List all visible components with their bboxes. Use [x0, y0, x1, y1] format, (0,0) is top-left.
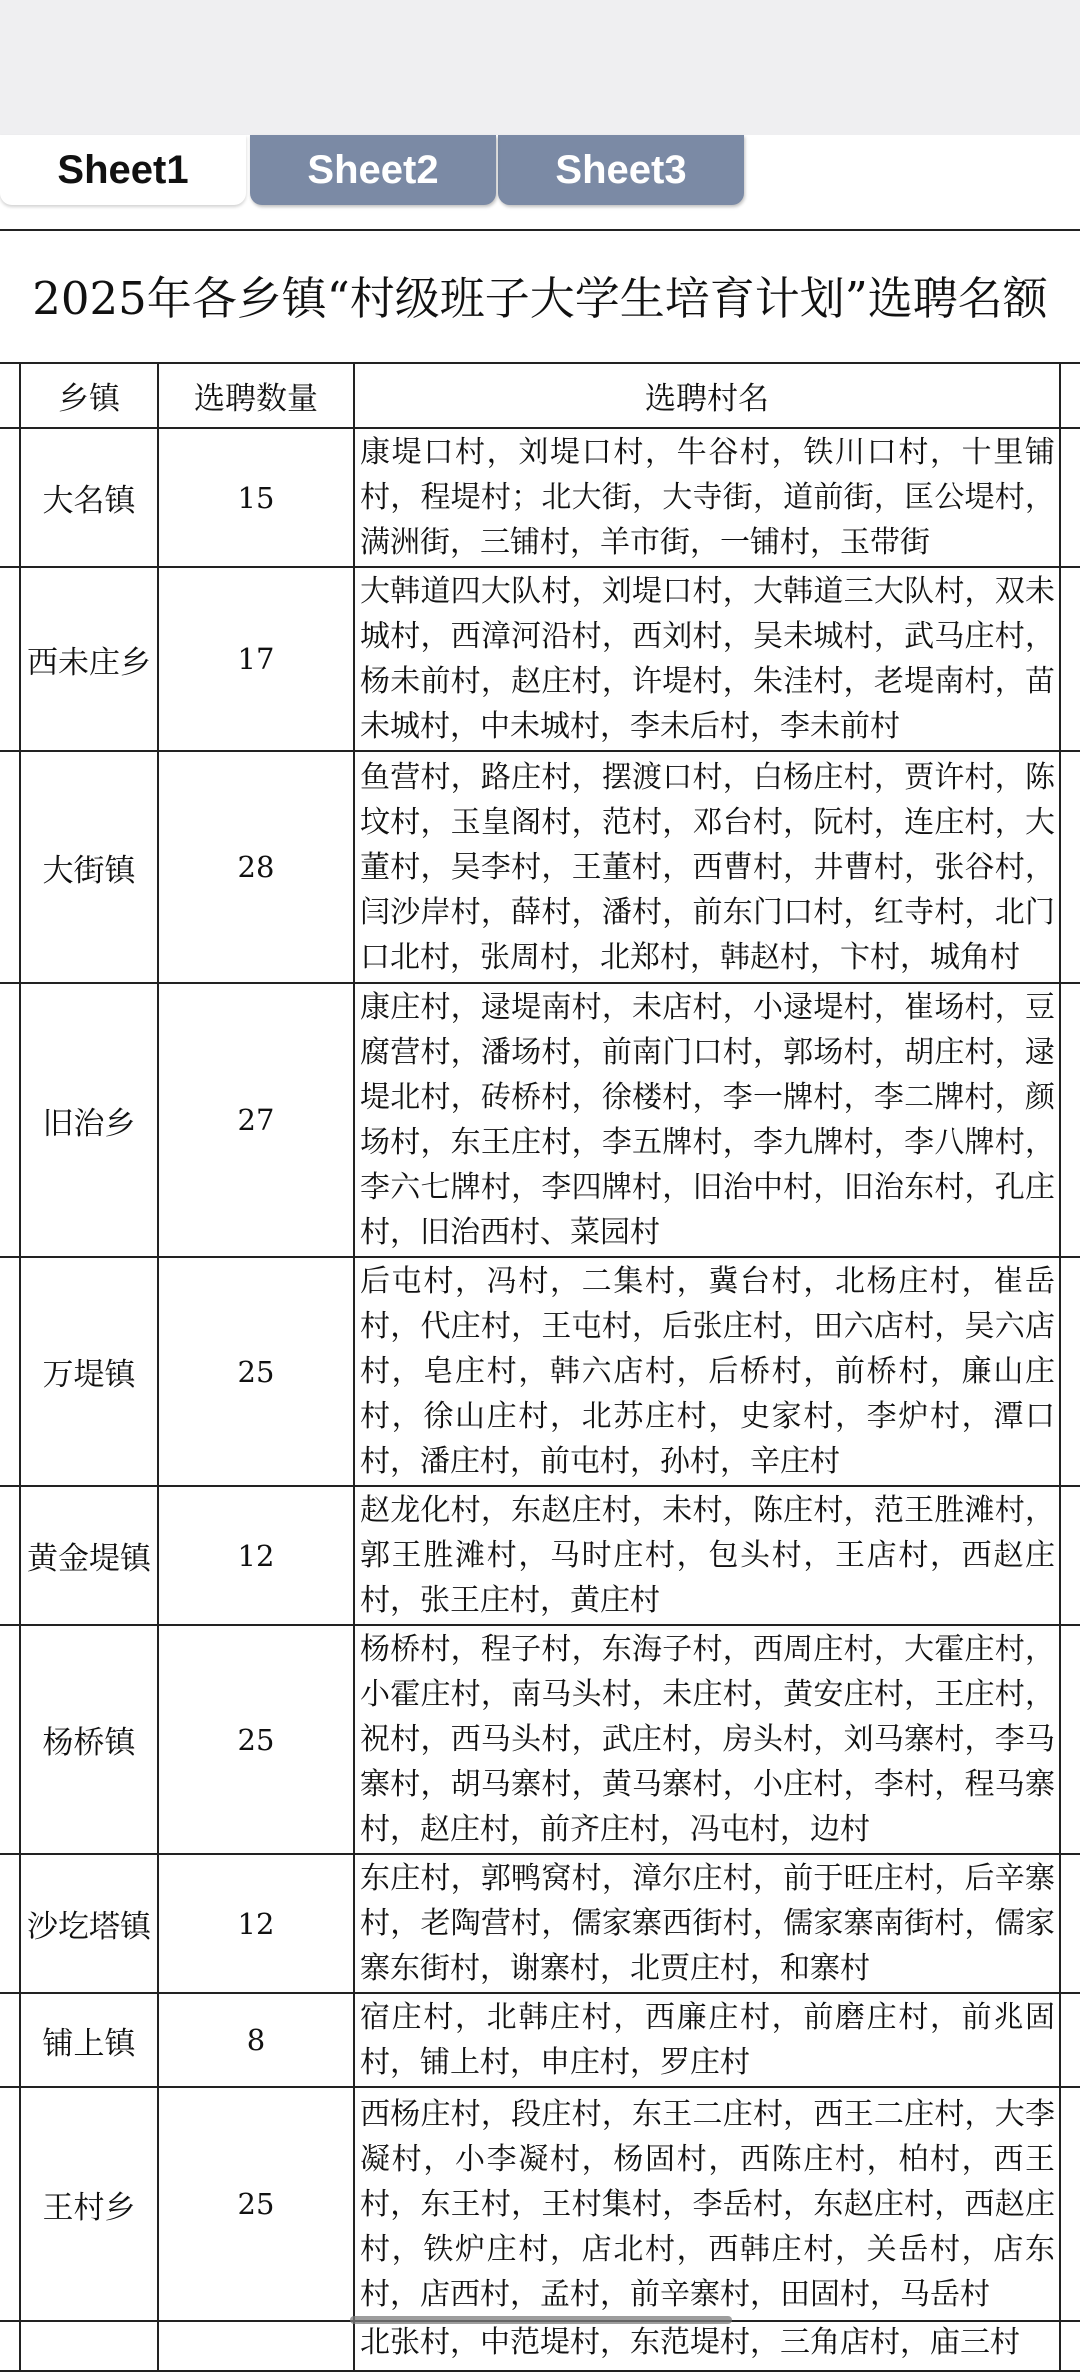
header-count: 选聘数量: [158, 363, 354, 428]
table-row: [0, 2087, 1080, 2321]
town-cell[interactable]: 沙圪塔镇: [20, 1854, 158, 1993]
town-cell[interactable]: 大名镇: [20, 428, 158, 567]
edge-cell: [0, 751, 20, 983]
tab-sheet1[interactable]: Sheet1: [0, 135, 246, 205]
table-row: [0, 2321, 1080, 2371]
edge-cell: [0, 1854, 20, 1993]
town-cell[interactable]: [20, 2321, 158, 2371]
header-villages: 选聘村名: [354, 363, 1060, 428]
town-cell[interactable]: 王村乡: [20, 2087, 158, 2321]
edge-cell: [1060, 2321, 1080, 2371]
edge-cell: [0, 2321, 20, 2371]
edge-cell: [0, 2087, 20, 2321]
edge-cell: [0, 567, 20, 751]
villages-cell[interactable]: 康庄村，逯堤南村，未店村，小逯堤村，崔场村，豆腐营村，潘场村，前南门口村，郭场村，胡庄村，逯堤北村，砖桥村，徐楼村，李一牌村，李二牌村，颜场村，东王庄村，李五牌村，李九牌村，李八牌村，李六七牌村，李四牌村，旧治中村，旧治东村，孔庄村，旧治西村、菜园村: [354, 983, 1060, 1257]
edge-cell: [1060, 751, 1080, 983]
town-cell[interactable]: 杨桥镇: [20, 1625, 158, 1854]
edge-cell: [1060, 1854, 1080, 1993]
table-header-row: [0, 363, 1080, 428]
count-cell[interactable]: 12: [158, 1486, 354, 1625]
town-cell[interactable]: 铺上镇: [20, 1993, 158, 2087]
horizontal-scroll-handle[interactable]: [350, 2316, 732, 2324]
header-town: 乡镇: [20, 363, 158, 428]
count-cell[interactable]: 25: [158, 1257, 354, 1486]
table-row: [0, 1257, 1080, 1486]
town-cell[interactable]: 大街镇: [20, 751, 158, 983]
document-title: 2025年各乡镇“村级班子大学生培育计划”选聘名额: [32, 272, 1048, 325]
edge-cell: [1060, 1257, 1080, 1486]
table-row: [0, 1854, 1080, 1993]
count-cell[interactable]: 15: [158, 428, 354, 567]
table-row: [0, 983, 1080, 1257]
edge-cell: [1060, 1625, 1080, 1854]
table-row: [0, 1625, 1080, 1854]
villages-cell[interactable]: 大韩道四大队村，刘堤口村，大韩道三大队村，双未城村，西漳河沿村，西刘村，吴未城村，武马庄村，杨未前村，赵庄村，许堤村，朱洼村，老堤南村，苗未城村，中未城村，李未后村，李未前村: [354, 567, 1060, 751]
villages-cell[interactable]: 康堤口村，刘堤口村，牛谷村，铁川口村，十里铺村，程堤村；北大街，大寺街，道前街，匡公堤村，满洲街，三铺村，羊市街，一铺村，玉带街: [354, 428, 1060, 567]
table-row: [0, 1993, 1080, 2087]
tab-sheet3[interactable]: Sheet3: [498, 135, 744, 205]
edge-cell: [1060, 1486, 1080, 1625]
edge-cell: [1060, 1993, 1080, 2087]
villages-cell[interactable]: 后屯村，冯村，二集村，冀台村，北杨庄村，崔岳村，代庄村，王屯村，后张庄村，田六店村，吴六店村，皂庄村，韩六店村，后桥村，前桥村，廉山庄村，徐山庄村，北苏庄村，史家村，李炉村，潭口村，潘庄村，前屯村，孙村，辛庄村: [354, 1257, 1060, 1486]
villages-cell[interactable]: 北张村，中范堤村，东范堤村，三角店村，庙三村: [354, 2321, 1060, 2371]
count-cell[interactable]: 25: [158, 2087, 354, 2321]
table-row: [0, 567, 1080, 751]
count-cell[interactable]: 17: [158, 567, 354, 751]
edge-cell: [0, 428, 20, 567]
town-cell[interactable]: 黄金堤镇: [20, 1486, 158, 1625]
edge-cell: [1060, 567, 1080, 751]
count-cell[interactable]: 12: [158, 1854, 354, 1993]
tab-sheet2[interactable]: Sheet2: [250, 135, 496, 205]
villages-cell[interactable]: 赵龙化村，东赵庄村，未村，陈庄村，范王胜滩村，郭王胜滩村，马时庄村，包头村，王店村，西赵庄村，张王庄村，黄庄村: [354, 1486, 1060, 1625]
edge-cell: [0, 983, 20, 1257]
villages-cell[interactable]: 杨桥村，程子村，东海子村，西周庄村，大霍庄村，小霍庄村，南马头村，未庄村，黄安庄村，王庄村，祝村，西马头村，武庄村，房头村，刘马寨村，李马寨村，胡马寨村，黄马寨村，小庄村，李村，程马寨村，赵庄村，前齐庄村，冯屯村，边村: [354, 1625, 1060, 1854]
villages-cell[interactable]: 西杨庄村，段庄村，东王二庄村，西王二庄村，大李凝村，小李凝村，杨固村，西陈庄村，柏村，西王村，东王村，王村集村，李岳村，东赵庄村，西赵庄村，铁炉庄村，店北村，西韩庄村，关岳村，店东村，店西村，孟村，前辛寨村，田固村，马岳村: [354, 2087, 1060, 2321]
count-cell[interactable]: 27: [158, 983, 354, 1257]
count-cell[interactable]: [158, 2321, 354, 2371]
edge-cell: [0, 1257, 20, 1486]
edge-cell: [0, 1993, 20, 2087]
town-cell[interactable]: 万堤镇: [20, 1257, 158, 1486]
quota-table: [0, 362, 1080, 2372]
edge-cell: [0, 363, 20, 428]
edge-cell: [1060, 2087, 1080, 2321]
edge-cell: [1060, 983, 1080, 1257]
villages-cell[interactable]: 东庄村，郭鸭窝村，漳尔庄村，前于旺庄村，后辛寨村，老陶营村，儒家寨西街村，儒家寨南街村，儒家寨东街村，谢寨村，北贾庄村，和寨村: [354, 1854, 1060, 1993]
table-row: [0, 1486, 1080, 1625]
sheet-tab-bar: [0, 135, 1080, 207]
sheet-border-line: [0, 229, 1080, 231]
top-status-area: [0, 0, 1080, 135]
table-row: [0, 428, 1080, 567]
town-cell[interactable]: 旧治乡: [20, 983, 158, 1257]
edge-cell: [0, 1486, 20, 1625]
table-row: [0, 751, 1080, 983]
count-cell[interactable]: 28: [158, 751, 354, 983]
count-cell[interactable]: 8: [158, 1993, 354, 2087]
town-cell[interactable]: 西未庄乡: [20, 567, 158, 751]
edge-cell: [0, 1625, 20, 1854]
villages-cell[interactable]: 鱼营村，路庄村，摆渡口村，白杨庄村，贾许村，陈坟村，玉皇阁村，范村，邓台村，阮村，连庄村，大董村，吴李村，王董村，西曹村，井曹村，张谷村，闫沙岸村，薛村，潘村，前东门口村，红寺村，北门口北村，张周村，北郑村，韩赵村，卞村，城角村: [354, 751, 1060, 983]
count-cell[interactable]: 25: [158, 1625, 354, 1854]
villages-cell[interactable]: 宿庄村，北韩庄村，西廉庄村，前磨庄村，前兆固村，铺上村，申庄村，罗庄村: [354, 1993, 1060, 2087]
edge-cell: [1060, 363, 1080, 428]
edge-cell: [1060, 428, 1080, 567]
